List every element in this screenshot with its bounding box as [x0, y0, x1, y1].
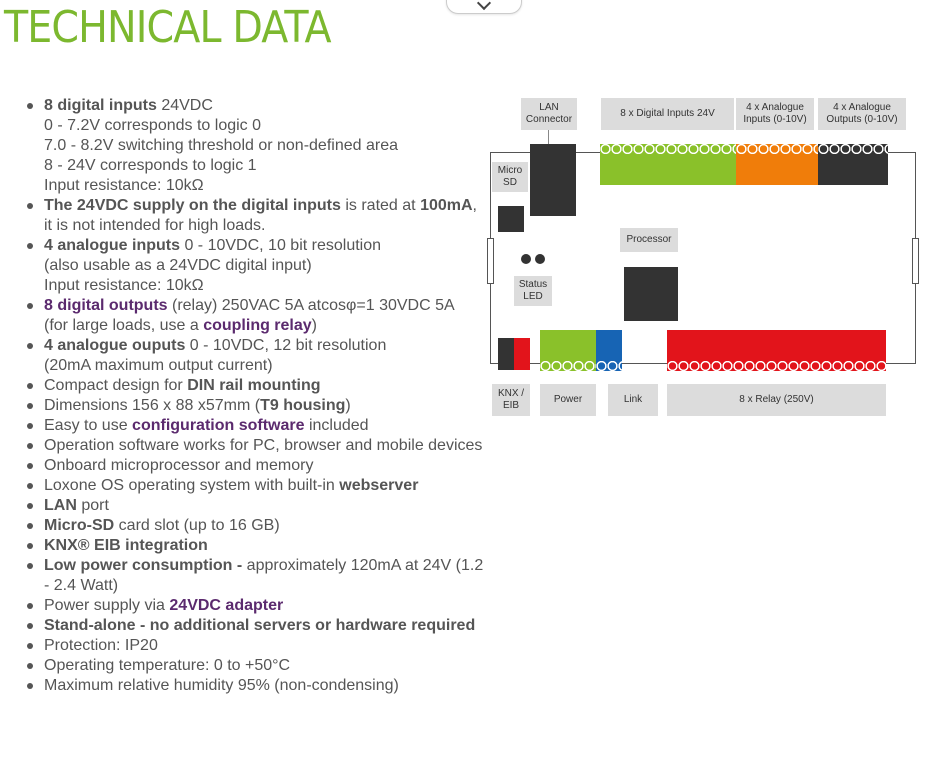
spec-text: port	[76, 497, 109, 514]
knx-terminal-red	[514, 338, 530, 370]
spec-text: Power supply via	[44, 597, 170, 614]
power-label: Power	[540, 384, 596, 416]
link-terminal	[596, 330, 622, 371]
spec-item	[24, 336, 486, 376]
spec-item	[24, 436, 486, 456]
spec-text: , it is not intended for high loads.	[44, 197, 477, 234]
spec-emphasis: T9 housing	[260, 397, 346, 414]
spec-link[interactable]: coupling relay	[203, 317, 312, 334]
spec-item	[24, 556, 486, 596]
spec-emphasis: The 24VDC supply on the digital inputs	[44, 197, 341, 214]
spec-text: 0 - 10VDC, 10 bit resolution	[180, 237, 382, 254]
spec-item	[24, 456, 486, 476]
spec-item	[24, 636, 486, 656]
spec-text: Loxone OS operating system with built-in	[44, 477, 340, 494]
spec-text: approximately 120mA at 24V (1.2 - 2.4 Watt)	[44, 557, 484, 594]
processor-chip	[624, 267, 678, 321]
spec-text: card slot (up to 16 GB)	[114, 517, 280, 534]
collapse-tab[interactable]	[446, 0, 522, 14]
status-led-label: Status LED	[514, 276, 552, 306]
spec-link[interactable]: 8 digital outputs	[44, 297, 168, 314]
spec-emphasis: KNX® EIB integration	[44, 537, 208, 554]
spec-text: Operating temperature: 0 to +50°C	[44, 657, 291, 674]
spec-item	[24, 616, 486, 636]
spec-item	[24, 376, 486, 396]
lan-connector-label: LAN Connector	[521, 98, 577, 130]
spec-text: (20mA maximum output current)	[44, 357, 273, 374]
analogue-inputs-terminal	[736, 144, 818, 185]
chevron-down-icon	[477, 0, 491, 10]
spec-text: (for large loads, use a	[44, 317, 204, 334]
micro-sd-label: Micro SD	[492, 162, 528, 192]
digital-inputs-label: 8 x Digital Inputs 24V	[601, 98, 734, 130]
power-terminal	[540, 330, 596, 371]
knx-eib-label: KNX / EIB	[492, 384, 530, 416]
spec-emphasis: 4 analogue ouputs	[44, 337, 186, 354]
spec-item	[24, 196, 486, 236]
analogue-outputs-terminal	[818, 144, 888, 185]
spec-text: included	[304, 417, 369, 434]
spec-text: Input resistance: 10kΩ	[44, 277, 204, 294]
spec-text: )	[345, 397, 351, 414]
spec-text: Easy to use	[44, 417, 133, 434]
analogue-outputs-label: 4 x Analogue Outputs (0-10V)	[818, 98, 906, 130]
analogue-inputs-label: 4 x Analogue Inputs (0-10V)	[736, 98, 814, 130]
spec-item	[24, 536, 486, 556]
spec-emphasis: Low power consumption -	[44, 557, 243, 574]
spec-text: 0 - 7.2V corresponds to logic 0	[44, 117, 262, 134]
spec-item	[24, 656, 486, 676]
knx-terminal-dark	[498, 338, 514, 370]
spec-text: is rated at	[340, 197, 421, 214]
spec-item	[24, 296, 486, 336]
page-title: TECHNICAL DATA	[4, 2, 331, 53]
spec-emphasis: LAN	[44, 497, 77, 514]
spec-link[interactable]: configuration software	[132, 417, 305, 434]
spec-item	[24, 96, 486, 196]
processor-label: Processor	[620, 228, 678, 252]
spec-text: Dimensions 156 x 88 x57mm (	[44, 397, 261, 414]
spec-item	[24, 496, 486, 516]
board-diagram	[486, 94, 922, 424]
spec-text: Onboard microprocessor and memory	[44, 457, 314, 474]
spec-item	[24, 596, 486, 616]
spec-text: 24VDC	[156, 97, 213, 114]
spec-text: 8 - 24V corresponds to logic 1	[44, 157, 257, 174]
status-led-dot	[535, 254, 545, 264]
relay-label: 8 x Relay (250V)	[667, 384, 886, 416]
spec-item	[24, 396, 486, 416]
spec-text: Operation software works for PC, browser and mobile devices	[44, 437, 483, 454]
spec-text: (relay) 250VAC 5A atcosφ=1 30VDC 5A	[167, 297, 455, 314]
spec-emphasis: Stand-alone - no additional servers or hardware required	[44, 617, 476, 634]
spec-text: 0 - 10VDC, 12 bit resolution	[185, 337, 387, 354]
spec-emphasis: webserver	[339, 477, 419, 494]
spec-item	[24, 416, 486, 436]
relay-terminal	[667, 330, 886, 371]
status-led-dot	[521, 254, 531, 264]
spec-emphasis: 8 digital inputs	[44, 97, 157, 114]
spec-text: Input resistance: 10kΩ	[44, 177, 204, 194]
lan-connector-port	[530, 144, 576, 216]
micro-sd-slot	[498, 206, 524, 232]
spec-item	[24, 676, 486, 696]
spec-list	[24, 96, 486, 696]
spec-item	[24, 476, 486, 496]
spec-text: 7.0 - 8.2V switching threshold or non-defined area	[44, 137, 398, 154]
spec-emphasis: Micro-SD	[44, 517, 115, 534]
spec-text: )	[311, 317, 317, 334]
spec-emphasis: DIN rail mounting	[187, 377, 321, 394]
spec-item	[24, 236, 486, 296]
spec-emphasis: 4 analogue inputs	[44, 237, 181, 254]
spec-emphasis: 100mA	[420, 197, 473, 214]
spec-text: (also usable as a 24VDC digital input)	[44, 257, 312, 274]
spec-text: Protection: IP20	[44, 637, 158, 654]
spec-link[interactable]: 24VDC adapter	[169, 597, 284, 614]
spec-text: Compact design for	[44, 377, 188, 394]
spec-item	[24, 516, 486, 536]
digital-inputs-terminal	[600, 144, 736, 185]
spec-text: Maximum relative humidity 95% (non-condensing)	[44, 677, 399, 694]
link-label: Link	[608, 384, 658, 416]
